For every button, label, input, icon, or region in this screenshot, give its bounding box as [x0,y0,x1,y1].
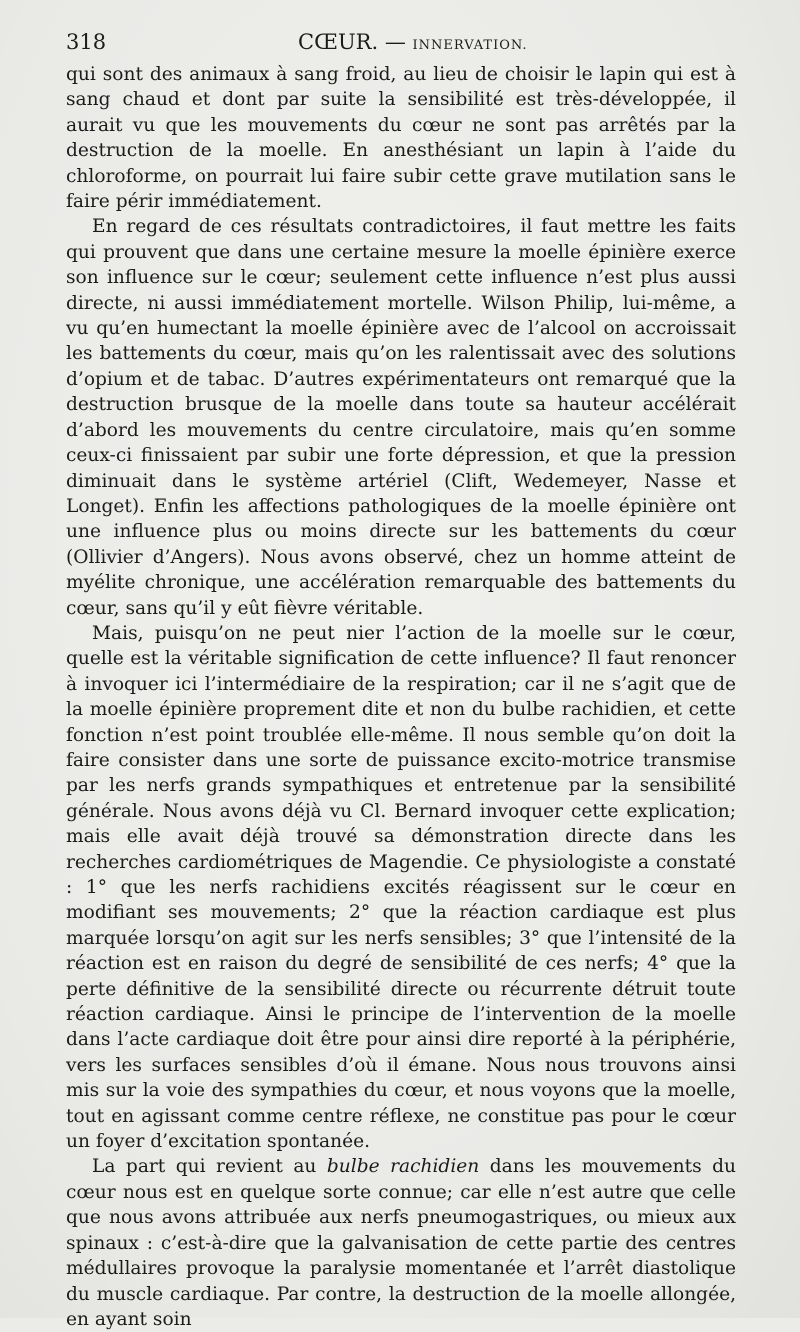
running-head-title: CŒUR. [298,30,379,54]
paragraph-bulbe-rachidien [66,1154,736,1332]
italic-term: bulbe rachidien [326,1156,480,1178]
paragraph-continuation: qui sont des animaux à sang froid, au lieu de choisir le lapin qui est à sang chaud et dont par suite la sensibilité est très-développée, il aurait vu que les mouvements du cœur ne sont pas arrêtés par la destruction de la moelle. En anesthésiant un lapin à l’aide du chloroforme, on pourrait lui faire subir cette grave mutilation sans le faire périr immédiatement. [66,64,736,213]
paragraph-lead-text: La part qui revient au [92,1156,327,1178]
paragraph-tail-text: dans les mouvements du cœur nous est en quelque sorte connue; car elle n’est autre que celle que nous avons attribuée aux nerfs pneumogastriques, ou mieux aux spinaux : c’est-à-dire que la galvanisation de cette partie des centres médullaires provoque la paralysie momentanée et l’arrêt diastolique du muscle cardiaque. Par contre, la destruction de la moelle allongée, en ayant soin [66,1156,737,1330]
paragraph-excito-motor: Mais, puisqu’on ne peut nier l’action de la moelle sur le cœur, quelle est la véritable signification de cette influence? Il faut renoncer à invoquer ici l’intermédiaire de la respiration; car il ne s’agit que de la moelle épinière proprement dite et non du bulbe rachidien, et cette fonction n’est point troublée elle-même. Il nous semble qu’on doit la faire consister dans une sorte de puissance excito-motrice transmise par les nerfs grands sympathiques et entretenue par la sensibilité générale. Nous avons déjà vu Cl. Bernard invoquer cette explication; mais elle avait déjà trouvé sa démonstration directe dans les recherches cardiométriques de Magendie. Ce physiologiste a constaté : 1° que les nerfs rachidiens excités réagissent sur le cœur en modifiant ses mouvements; 2° que la réaction cardiaque est plus marquée lorsqu’on agit sur les nerfs sensibles; 3° que l’intensité de la réaction est en raison du degré de sensibilité de ces nerfs; 4° que la perte définitive de la sensibilité directe ou récurrente détruit toute réaction cardiaque. Ainsi le principe de l’intervention de la moelle dans l’acte cardiaque doit être pour ainsi dire reporté à la périphérie, vers les surfaces sensibles d’où il émane. Nous nous trouvons ainsi mis sur la voie des sympathies du cœur, et nous voyons que la moelle, tout en agissant comme centre réflexe, ne constitue pas pour le cœur un foyer d’excitation spontanée. [66,622,736,1153]
page-header [66,30,736,58]
running-head-separator: — [384,30,406,54]
body-text [66,62,736,1332]
running-head-subtitle: INNERVATION. [412,38,528,53]
page-number: 318 [66,30,107,54]
running-head [298,30,528,54]
paragraph-spinal-influence: En regard de ces résultats contradictoires, il faut mettre les faits qui prouvent que dans une certaine mesure la moelle épinière exerce son influence sur le cœur; seulement cette influence n’est plus aussi directe, ni aussi immédiatement mortelle. Wilson Philip, lui-même, a vu qu’en humectant la moelle épinière avec de l’alcool on accroissait les battements du cœur, mais qu’on les ralentissait avec des solutions d’opium et de tabac. D’autres expérimentateurs ont remarqué que la destruction brusque de la moelle dans toute sa hauteur accélérait d’abord les mouvements du centre circulatoire, mais qu’en somme ceux-ci finissaient par subir une forte dépression, et que la pression diminuait dans le système artériel (Clift, Wedemeyer, Nasse et Longet). Enfin les affections pathologiques de la moelle épinière ont une influence plus ou moins directe sur les battements du cœur (Ollivier d’Angers). Nous avons observé, chez un homme atteint de myélite chronique, une accélération remarquable des battements du cœur, sans qu’il y eût fièvre véritable. [66,216,736,619]
